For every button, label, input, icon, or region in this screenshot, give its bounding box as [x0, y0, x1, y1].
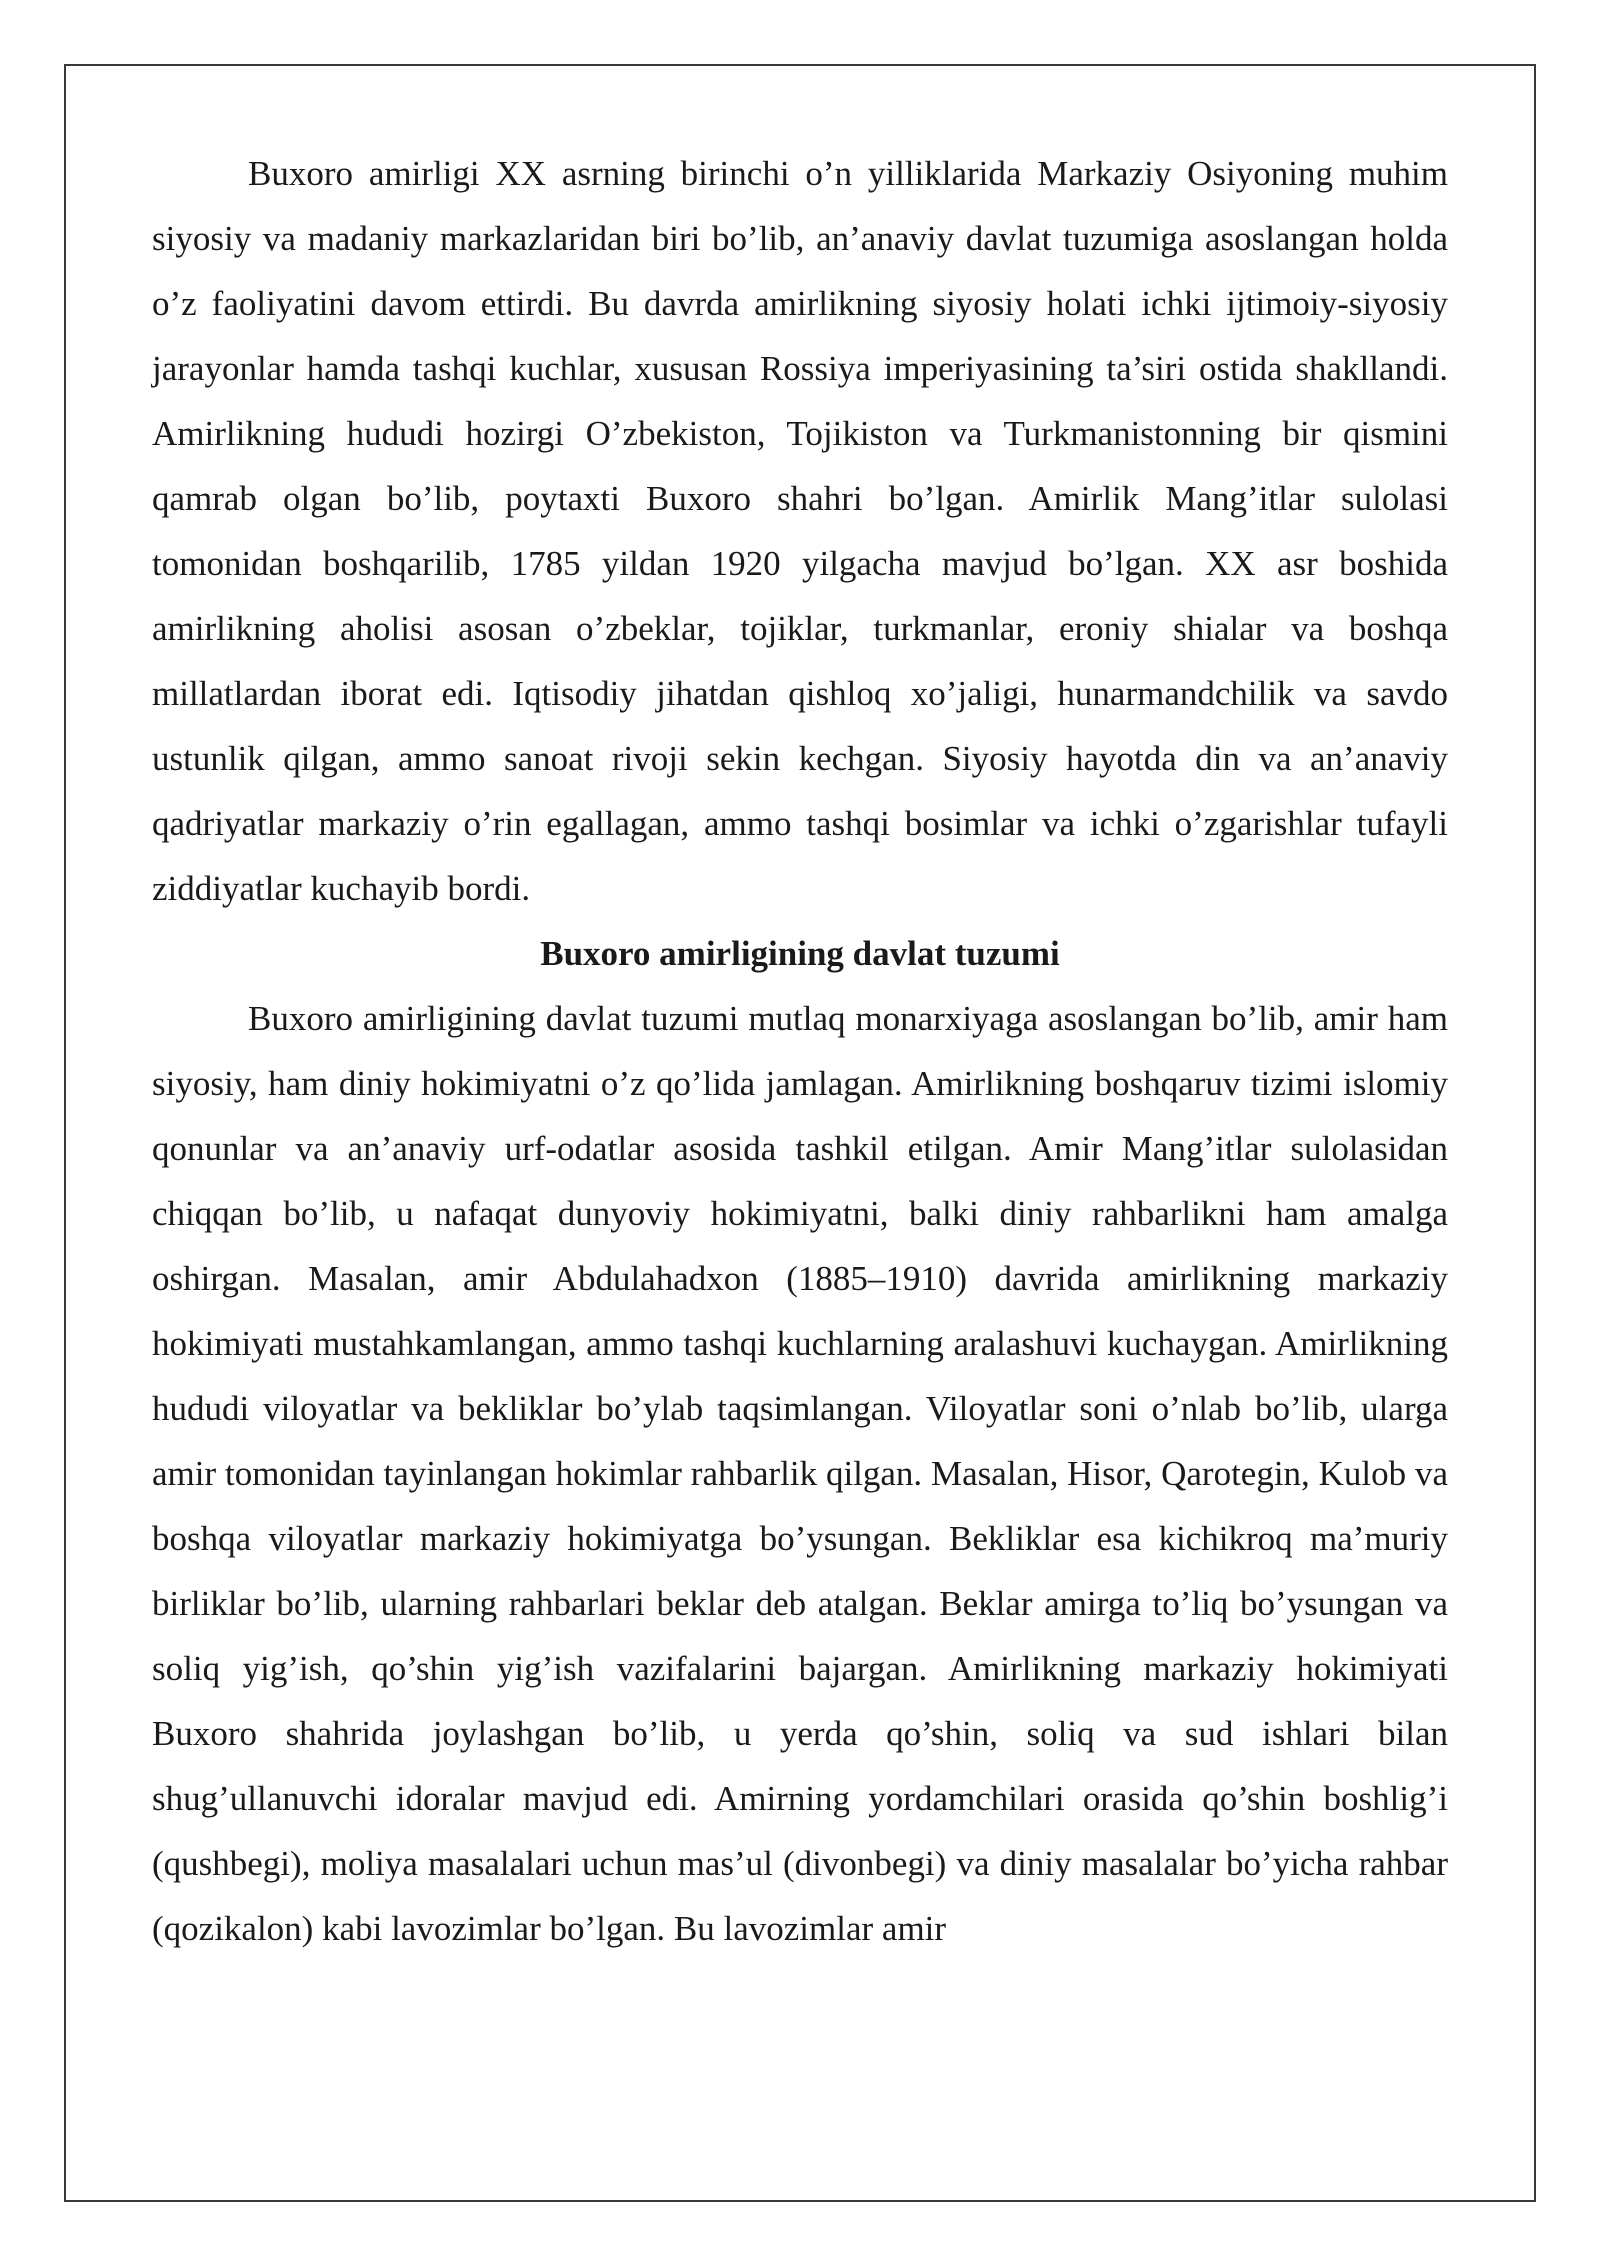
paragraph-intro: Buxoro amirligi XX asrning birinchi o’n yilliklarida Markaziy Osiyoning muhim siyosiy va madaniy markazlaridan biri bo’lib, an’anaviy davlat tuzumiga asoslangan holda o’z faoliyatini davom ettirdi. Bu davrda amirlikning siyosiy holati ichki ijtimoiy-siyosiy jarayonlar hamda tashqi kuchlar, xususan Rossiya imperiyasining ta’siri ostida shakllandi. Amirlikning hududi hozirgi O’zbekiston, Tojikiston va Turkmanistonning bir qismini qamrab olgan bo’lib, poytaxti Buxoro shahri bo’lgan. Amirlik Mang’itlar sulolasi tomonidan boshqarilib, 1785 yildan 1920 yilgacha mavjud bo’lgan. XX asr boshida amirlikning aholisi asosan o’zbeklar, tojiklar, turkmanlar, eroniy shialar va boshqa millatlardan iborat edi. Iqtisodiy jihatdan qishloq xo’jaligi, hunarmandchilik va savdo ustunlik qilgan, ammo sanoat rivoji sekin kechgan. Siyosiy hayotda din va an’anaviy qadriyatlar markaziy o’rin egallagan, ammo tashqi bosimlar va ichki o’zgarishlar tufayli ziddiyatlar kuchayib bordi.	[152, 154, 1448, 908]
section-heading: Buxoro amirligining davlat tuzumi	[540, 934, 1060, 973]
paragraph-state-structure: Buxoro amirligining davlat tuzumi mutlaq monarxiyaga asoslangan bo’lib, amir ham siyosiy, ham diniy hokimiyatni o’z qo’lida jamlagan. Amirlikning boshqaruv tizimi islomiy qonunlar va an’anaviy urf-odatlar asosida tashkil etilgan. Amir Mang’itlar sulolasidan chiqqan bo’lib, u nafaqat dunyoviy hokimiyatni, balki diniy rahbarlikni ham amalga oshirgan. Masalan, amir Abdulahadxon (1885–1910) davrida amirlikning markaziy hokimiyati mustahkamlangan, ammo tashqi kuchlarning aralashuvi kuchaygan. Amirlikning hududi viloyatlar va bekliklar bo’ylab taqsimlangan. Viloyatlar soni o’nlab bo’lib, ularga amir tomonidan tayinlangan hokimlar rahbarlik qilgan. Masalan, Hisor, Qarotegin, Kulob va boshqa viloyatlar markaziy hokimiyatga bo’ysungan. Bekliklar esa kichikroq ma’muriy birliklar bo’lib, ularning rahbarlari beklar deb atalgan. Beklar amirga to’liq bo’ysungan va soliq yig’ish, qo’shin yig’ish vazifalarini bajargan. Amirlikning markaziy hokimiyati Buxoro shahrida joylashgan bo’lib, u yerda qo’shin, soliq va sud ishlari bilan shug’ullanuvchi idoralar mavjud edi. Amirning yordamchilari orasida qo’shin boshlig’i (qushbegi), moliya masalalari uchun mas’ul (divonbegi) va diniy masalalar bo’yicha rahbar (qozikalon) kabi lavozimlar bo’lgan. Bu lavozimlar amir	[152, 999, 1448, 1948]
document-body	[152, 141, 1448, 1961]
